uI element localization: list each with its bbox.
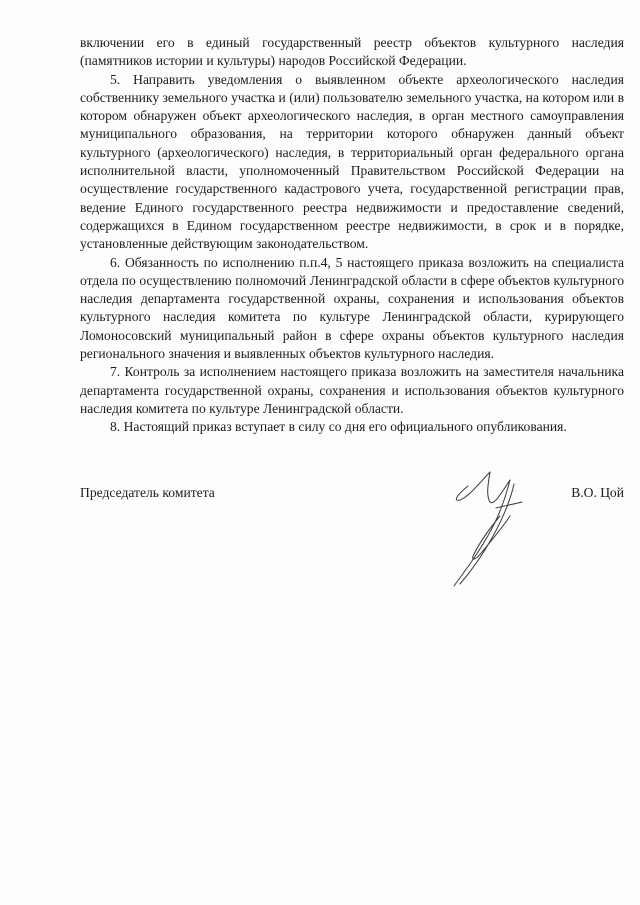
paragraph-item-6: 6. Обязанность по исполнению п.п.4, 5 настоящего приказа возложить на специалиста отдела по осуществлению полномочий Ленинградской области в сфере объектов культурного наследия департамента государственной охраны, сохранения и использования объектов культурного наследия комитета по культуре Ленинградской области, курирующего Ломоносовский муниципальный район в сфере охраны объектов культурного наследия регионального значения и выявленных объектов культурного наследия. bbox=[80, 254, 624, 362]
document-body bbox=[80, 34, 624, 437]
signatory-name: В.О. Цой bbox=[571, 485, 624, 500]
paragraph-item-7: 7. Контроль за исполнением настоящего приказа возложить на заместителя начальника департамента государственной охраны, сохранения и использования объектов культурного наследия комитета по культуре Ленинградской области. bbox=[80, 364, 624, 416]
handwritten-signature bbox=[430, 462, 550, 592]
signatory-position: Председатель комитета bbox=[80, 485, 215, 500]
paragraph-item-8: 8. Настоящий приказ вступает в силу со дня его официального опубликования. bbox=[110, 419, 567, 435]
paragraph-item-5: 5. Направить уведомления о выявленном объекте археологического наследия собственнику земельного участка и (или) пользователю земельного участка, на котором или в котором обнаружен объект археологического наследия, в орган местного самоуправления муниципального образования, на территории которого обнаружен данный объект культурного (археологического) наследия, в территориальный орган федерального органа исполнительной власти, уполномоченный Правительством Российской Федерации на осуществление государственного кадастрового учета, государственной регистрации прав, ведение Единого государственного реестра недвижимости и предоставление сведений, содержащихся в Едином государственном реестре недвижимости, в срок и в порядке, установленные действующим законодательством. bbox=[80, 71, 624, 252]
paragraph-continuation: включении его в единый государственный реестр объектов культурного наследия (памятников истории и культуры) народов Российской Федерации. bbox=[80, 35, 624, 69]
